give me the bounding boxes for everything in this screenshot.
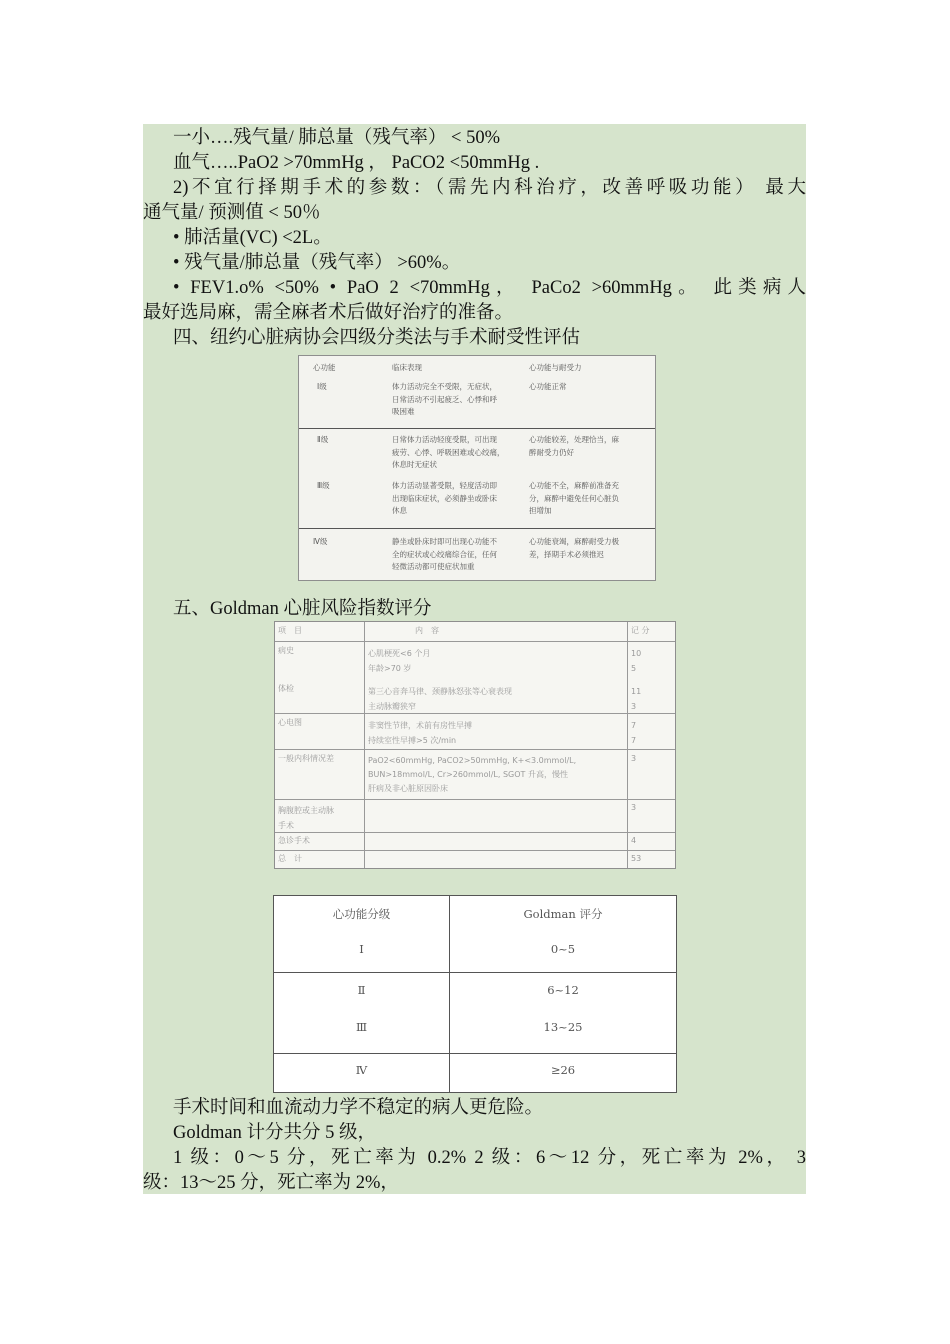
section-heading-nyha: 四、纽约心脏病协会四级分类法与手术耐受性评估 <box>173 328 581 348</box>
grade-cell: Ⅰ <box>359 942 364 956</box>
goldman-item: 病史 <box>278 646 294 655</box>
grade-cell: Ⅲ <box>355 1020 368 1034</box>
goldman-header-item: 项 目 <box>278 626 302 635</box>
nyha-row-divider <box>299 428 655 429</box>
goldman-item: 一般内科情况差 <box>278 754 334 763</box>
nyha-classification-table <box>298 355 656 581</box>
nyha-row-divider <box>299 528 655 529</box>
goldman-total-label: 总 计 <box>278 854 302 863</box>
nyha-header-tolerance: 心功能与耐受力 <box>529 363 582 372</box>
text-line-blood-gas: 血气…..PaO2 >70mmHg ， PaCO2 <50mmHg . <box>173 153 540 173</box>
score-cell: 6~12 <box>547 983 579 997</box>
goldman-risk-table <box>274 621 676 869</box>
goldman-header-content: 内 容 <box>415 626 439 635</box>
nyha-clinical: 日常体力活动轻度受限，可出现 疲劳、心悸、呼吸困难或心绞痛， 休息时无症状 <box>392 435 505 469</box>
goldman-score: 10 5 <box>631 649 642 673</box>
section-heading-goldman: 五、Goldman 心脏风险指数评分 <box>173 599 432 619</box>
text-line-goldman-levels: Goldman 计分共分 5 级， <box>173 1123 376 1143</box>
text-line-contraindication-params: 2)不宜行择期手术的参数：（需先内科治疗，改善呼吸功能） 最大 <box>173 178 806 198</box>
goldman-content: 第三心音奔马律、颈静脉怒张等心衰表现 主动脉瓣狭窄 <box>368 687 512 711</box>
document-page <box>143 124 806 1194</box>
nyha-clinical: 静坐或卧床时即可出现心功能不 全的症状或心绞痛综合征，任何 轻微活动都可使症状加重 <box>392 537 497 571</box>
text-line-max-ventilation: 通气量/ 预测值 < 50％ <box>143 203 321 223</box>
goldman-score: 11 3 <box>631 687 642 711</box>
text-line-grade-3-mortality: 级：13～25 分，死亡率为 2%， <box>143 1173 399 1193</box>
nyha-grade: Ⅰ级 <box>317 382 327 391</box>
text-line-vital-capacity: • 肺活量(VC) <2L。 <box>173 228 332 248</box>
goldman-content: 非窦性节律，术前有房性早搏 持续室性早搏>5 次/min <box>368 721 472 745</box>
goldman-total-score: 53 <box>631 854 642 863</box>
nyha-clinical: 体力活动完全不受限，无症状， 日常活动不引起疲乏、心悸和呼 吸困难 <box>392 382 497 416</box>
grade-header: 心功能分级 <box>332 907 391 921</box>
nyha-tolerance: 心功能不全，麻醉前准备充 分，麻醉中避免任何心脏负 担增加 <box>529 481 619 515</box>
goldman-score: 3 <box>631 754 637 763</box>
goldman-grade-table <box>273 895 677 1093</box>
text-line-surgery-risk: 手术时间和血流动力学不稳定的病人更危险。 <box>173 1098 544 1118</box>
goldman-item: 心电图 <box>278 718 302 727</box>
score-cell: 13~25 <box>543 1020 583 1034</box>
nyha-header-clinical: 临床表现 <box>392 363 422 372</box>
nyha-tolerance: 心功能衰竭，麻醉耐受力极 差，择期手术必须推迟 <box>529 537 619 559</box>
goldman-header-score: 记 分 <box>631 626 650 635</box>
text-line-grade-mortality: 1 级：0～5 分，死亡率为 0.2% 2 级：6～12 分，死亡率为 2%， 3 <box>173 1148 806 1168</box>
text-line-residual-volume: 一小….残气量/ 肺总量（残气率） < 50% <box>173 128 500 148</box>
goldman-item: 急诊手术 <box>278 836 310 845</box>
nyha-header-grade: 心功能 <box>313 363 336 372</box>
text-line-fev1: • FEV1.o% <50% • PaO 2 <70mmHg， PaCo2 >60mmHg。 此类病人 <box>173 278 806 298</box>
goldman-item: 体检 <box>278 684 294 693</box>
goldman-score: 3 <box>631 803 637 812</box>
nyha-tolerance: 心功能较差，处理恰当，麻 醉耐受力仍好 <box>529 435 619 457</box>
text-line-anesthesia-choice: 最好选局麻，需全麻者术后做好治疗的准备。 <box>143 303 514 323</box>
nyha-grade: Ⅳ级 <box>313 537 328 546</box>
goldman-item: 胸腹腔或主动脉 手术 <box>278 806 334 830</box>
text-line-residual-ratio: • 残气量/肺总量（残气率） >60%。 <box>173 253 461 273</box>
nyha-clinical: 体力活动显著受限，轻度活动即 出现临床症状，必须静坐或卧床 休息 <box>392 481 497 515</box>
grade-cell: Ⅱ <box>357 983 366 997</box>
score-cell: ≥26 <box>550 1063 576 1077</box>
score-cell: 0~5 <box>550 942 576 956</box>
grade-cell: Ⅳ <box>355 1063 368 1077</box>
nyha-tolerance: 心功能正常 <box>529 382 567 391</box>
goldman-score: 7 7 <box>631 721 637 745</box>
goldman-score: 4 <box>631 836 637 845</box>
goldman-content: 心肌梗死<6 个月 年龄>70 岁 <box>368 649 431 673</box>
nyha-grade: Ⅱ级 <box>317 435 329 444</box>
goldman-content: PaO2<60mmHg, PaCO2>50mmHg, K+<3.0mmol/L, BUN>18mmol/L, Cr>260mmol/L, SGOT 升高，慢性 肝病及非心脏原因卧床 <box>368 756 577 793</box>
nyha-grade: Ⅲ级 <box>317 481 330 490</box>
score-header: Goldman 评分 <box>523 907 603 921</box>
